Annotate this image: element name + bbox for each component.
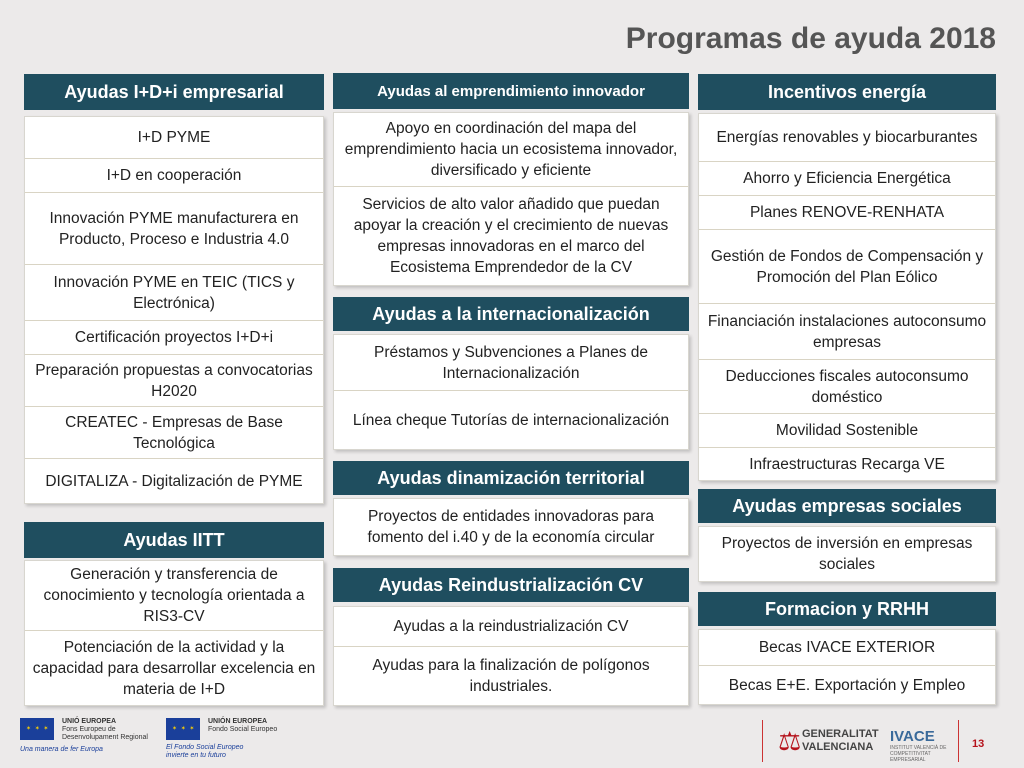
list-item: Energías renovables y biocarburantes bbox=[699, 114, 995, 162]
list-item: Apoyo en coordinación del mapa del emprendimiento hacia un ecosistema innovador, diversificado y eficiente bbox=[334, 113, 688, 187]
gv-line2: VALENCIANA bbox=[802, 741, 874, 753]
list-item: Movilidad Sostenible bbox=[699, 414, 995, 448]
section-header-emprendimiento: Ayudas al emprendimiento innovador bbox=[333, 73, 689, 109]
eu2-motto1: El Fondo Social Europeo bbox=[166, 744, 244, 751]
section-list-rrhh bbox=[698, 629, 996, 705]
gv-line1: GENERALITAT bbox=[802, 728, 879, 740]
section-header-idi: Ayudas I+D+i empresarial bbox=[24, 74, 324, 110]
eu1-title: UNIÓ EUROPEA bbox=[61, 718, 117, 725]
footer-divider-right bbox=[958, 720, 959, 762]
section-list-idi bbox=[24, 116, 324, 504]
section-list-iitt bbox=[24, 560, 324, 706]
list-item: Ahorro y Eficiencia Energética bbox=[699, 162, 995, 196]
list-item: Línea cheque Tutorías de internacionalización bbox=[352, 411, 670, 429]
list-item: Generación y transferencia de conocimiento y tecnología orientada a RIS3-CV bbox=[25, 561, 323, 631]
list-item: Infraestructuras Recarga VE bbox=[749, 455, 945, 473]
list-item: DIGITALIZA - Digitalización de PYME bbox=[45, 472, 303, 490]
eu1-sub2: Desenvolupament Regional bbox=[61, 734, 148, 741]
list-item: Preparación propuestas a convocatorias H2020 bbox=[25, 355, 323, 407]
list-item: I+D PYME bbox=[25, 117, 323, 159]
footer-divider bbox=[762, 720, 763, 762]
section-header-dinamizacion: Ayudas dinamización territorial bbox=[333, 461, 689, 495]
section-list-reindustrializacion bbox=[333, 606, 689, 706]
list-item: Gestión de Fondos de Compensación y Promoción del Plan Eólico bbox=[699, 230, 995, 304]
list-item: Potenciación de la actividad y la capacidad para desarrollar excelencia en materia de I+D bbox=[32, 638, 316, 698]
section-header-reindustrializacion: Ayudas Reindustrialización CV bbox=[333, 568, 689, 602]
list-item: Becas E+E. Exportación y Empleo bbox=[728, 676, 966, 694]
list-item: CREATEC - Empresas de Base Tecnológica bbox=[25, 407, 323, 459]
eu2-title: UNIÓN EUROPEA bbox=[207, 718, 268, 725]
list-item: Planes RENOVE-RENHATA bbox=[699, 196, 995, 230]
list-item: Certificación proyectos I+D+i bbox=[25, 321, 323, 355]
section-list-internacionalizacion bbox=[333, 334, 689, 450]
bat-icon: ⚖ bbox=[778, 726, 802, 756]
list-item: Innovación PYME en TEIC (TICS y Electrónica) bbox=[25, 265, 323, 321]
eu1-motto: Una manera de fer Europa bbox=[20, 746, 103, 753]
section-header-internacionalizacion: Ayudas a la internacionalización bbox=[333, 297, 689, 331]
page-number: 13 bbox=[972, 738, 985, 750]
eu2-motto2: invierte en tu futuro bbox=[166, 752, 226, 759]
section-header-rrhh: Formacion y RRHH bbox=[698, 592, 996, 626]
section-header-energia: Incentivos energía bbox=[698, 74, 996, 110]
section-list-energia bbox=[698, 113, 996, 481]
ivace-sub2: COMPETITIVITAT EMPRESARIAL bbox=[890, 751, 931, 763]
list-item: Innovación PYME manufacturera en Producto, Proceso e Industria 4.0 bbox=[25, 193, 323, 265]
section-list-emprendimiento bbox=[333, 112, 689, 286]
eu1-sub1: Fons Europeu de bbox=[61, 726, 116, 733]
section-header-sociales: Ayudas empresas sociales bbox=[698, 489, 996, 523]
eu2-sub1: Fondo Social Europeo bbox=[207, 726, 278, 733]
eu-fse-logo bbox=[166, 718, 286, 760]
page-title: Programas de ayuda 2018 bbox=[625, 22, 996, 55]
section-list-dinamizacion bbox=[333, 498, 689, 556]
list-item: Préstamos y Subvenciones a Planes de Internacionalización bbox=[334, 335, 688, 391]
eu-feder-logo bbox=[20, 718, 150, 754]
list-item: Becas IVACE EXTERIOR bbox=[699, 630, 995, 666]
generalitat-logo bbox=[778, 722, 879, 760]
ivace-name: IVACE bbox=[890, 728, 935, 745]
section-header-iitt: Ayudas IITT bbox=[24, 522, 324, 558]
eu-flag-icon bbox=[166, 718, 200, 740]
list-item: Ayudas a la reindustrialización CV bbox=[334, 607, 688, 647]
list-item: Proyectos de inversión en empresas sociales bbox=[721, 535, 973, 573]
list-item: Deducciones fiscales autoconsumo doméstico bbox=[699, 360, 995, 414]
list-item: Proyectos de entidades innovadoras para fomento del i.40 y de la economía circular bbox=[367, 508, 655, 546]
ivace-logo bbox=[890, 728, 950, 763]
ivace-sub1: INSTITUT VALENCIÀ DE bbox=[890, 745, 947, 751]
eu-flag-icon bbox=[20, 718, 54, 740]
list-item: I+D en cooperación bbox=[25, 159, 323, 193]
list-item: Ayudas para la finalización de polígonos industriales. bbox=[372, 657, 650, 695]
list-item: Servicios de alto valor añadido que puedan apoyar la creación y el crecimiento de nuevas empresas innovadoras en el marco del Ecosistema Emprendedor de la CV bbox=[353, 196, 669, 276]
list-item: Financiación instalaciones autoconsumo empresas bbox=[699, 304, 995, 360]
section-list-sociales bbox=[698, 526, 996, 582]
